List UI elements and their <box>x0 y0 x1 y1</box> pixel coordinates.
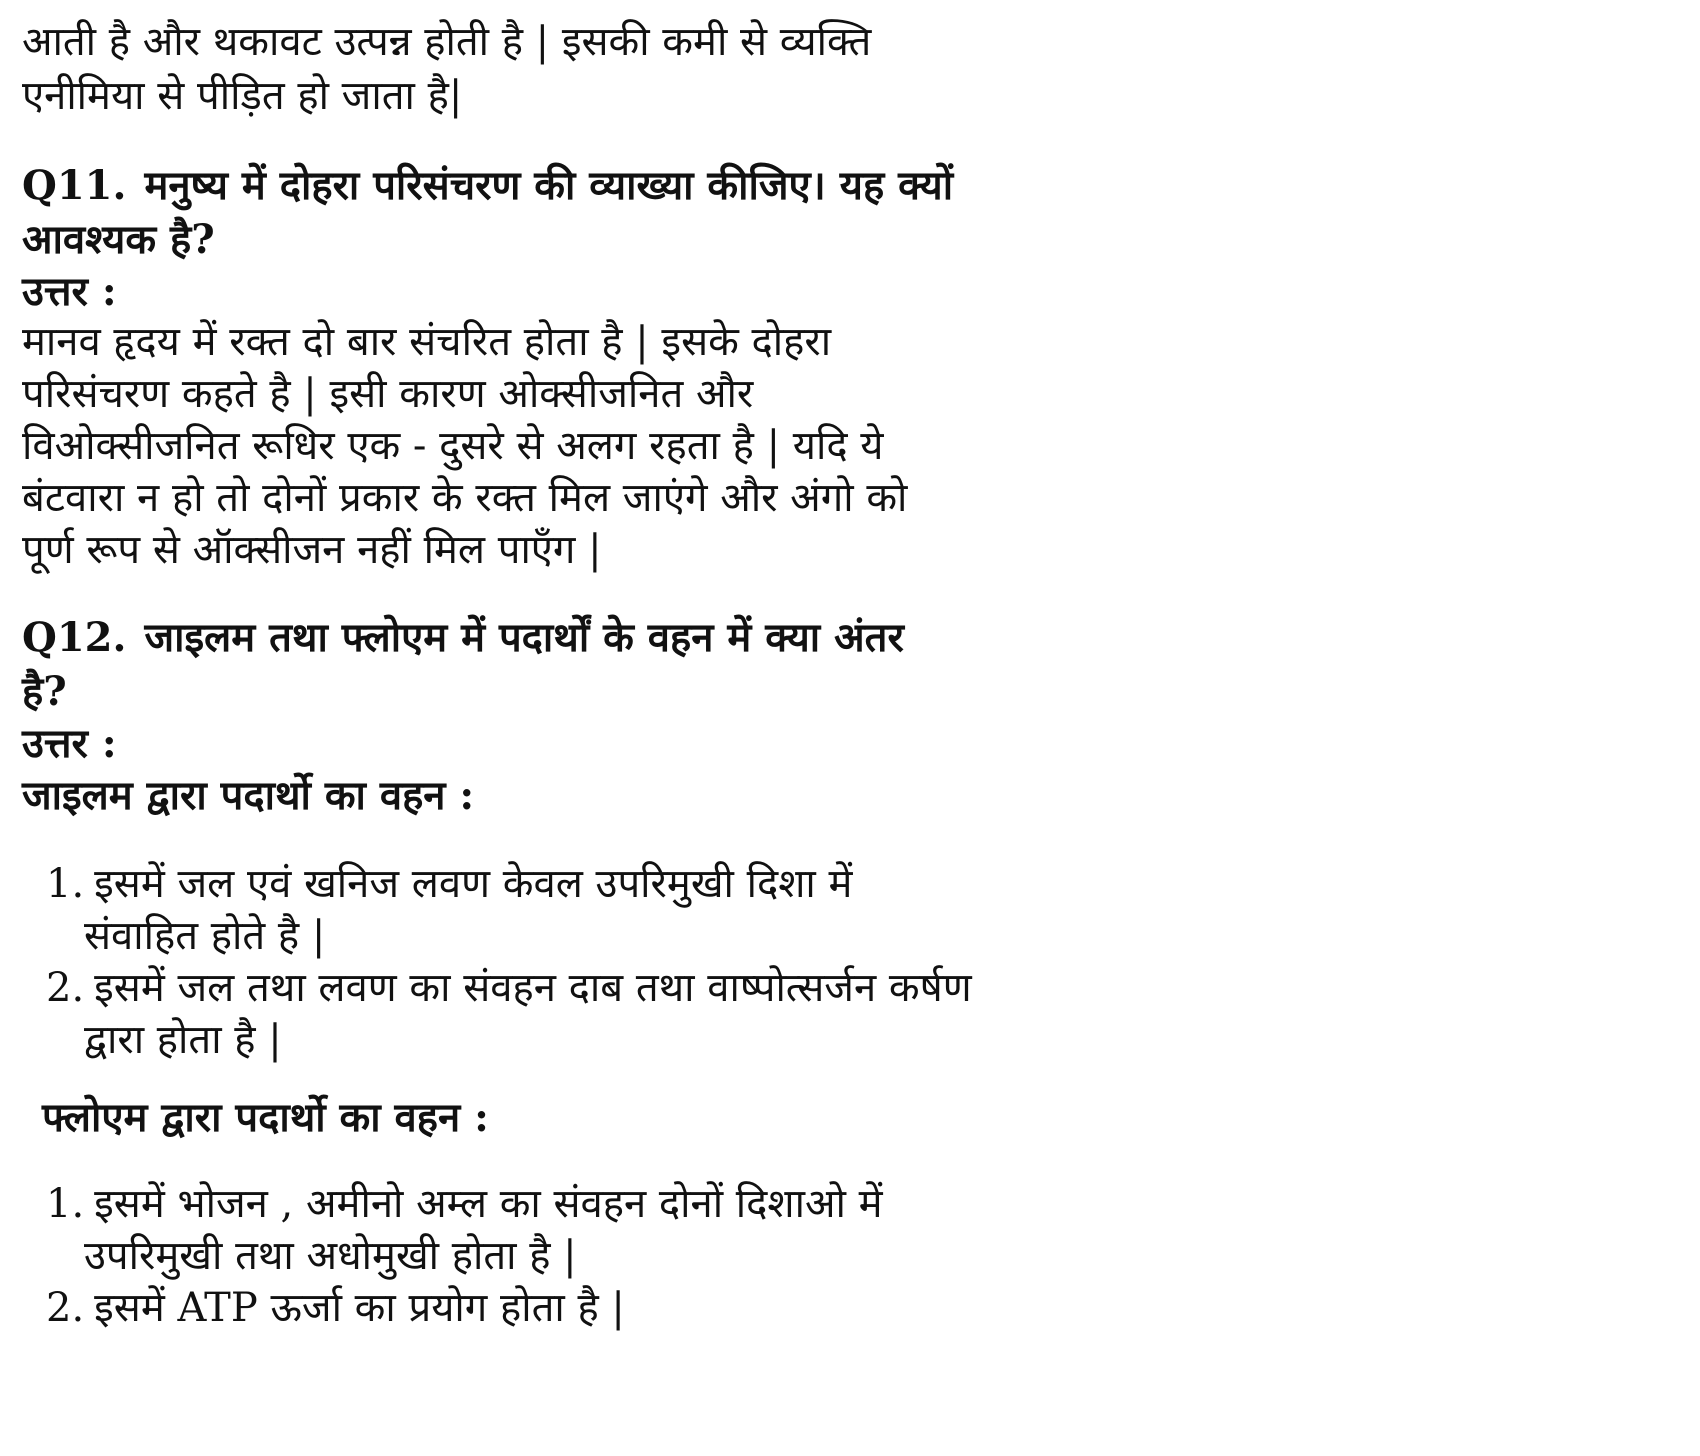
phloem-item-1-cont: उपरिमुखी तथा अधोमुखी होता है | <box>84 1233 577 1279</box>
q12-number: Q12. <box>22 614 127 661</box>
xylem-item-1 <box>46 856 852 912</box>
q11-answer-line-5: पूर्ण रूप से ऑक्सीजन नहीं मिल पाएँग | <box>22 527 602 573</box>
phloem-item-2-text: इसमें ATP ऊर्जा का प्रयोग होता है | <box>94 1285 625 1331</box>
list-number: 2. <box>46 1285 85 1331</box>
list-number: 1. <box>46 861 85 907</box>
phloem-item-1-text: इसमें भोजन , अमीनो अम्ल का संवहन दोनों दिशाओ में <box>94 1181 883 1227</box>
xylem-item-1-cont: संवाहित होते है | <box>84 913 326 959</box>
q11-question-line-2: आवश्यक है? <box>22 216 215 263</box>
xylem-item-2-cont: द्वारा होता है | <box>84 1017 282 1063</box>
phloem-heading: फ्लोएम द्वारा पदार्थो का वहन : <box>42 1094 489 1141</box>
phloem-item-1 <box>46 1176 883 1232</box>
q12-question-line-2: है? <box>22 668 67 715</box>
xylem-item-2-text: इसमें जल तथा लवण का संवहन दाब तथा वाष्पोत्सर्जन कर्षण <box>94 965 972 1011</box>
xylem-heading: जाइलम द्वारा पदार्थो का वहन : <box>22 772 475 819</box>
q11-question-line-1 <box>22 158 953 214</box>
q12-question-line-1 <box>22 610 904 666</box>
xylem-item-2 <box>46 960 972 1016</box>
intro-line-1: आती है और थकावट उत्पन्न होती है | इसकी कमी से व्यक्ति <box>22 19 872 65</box>
q11-answer-line-2: परिसंचरण कहते है | इसी कारण ओक्सीजनित और <box>22 371 754 417</box>
q12-question-text: जाइलम तथा फ्लोएम में पदार्थों के वहन में क्या अंतर <box>144 614 904 661</box>
intro-line-2: एनीमिया से पीड़ित हो जाता है| <box>22 73 463 119</box>
list-number: 1. <box>46 1181 85 1227</box>
q11-answer-line-3: विओक्सीजनित रूधिर एक - दुसरे से अलग रहता है | यदि ये <box>22 423 884 469</box>
q11-question-text: मनुष्य में दोहरा परिसंचरण की व्याख्या कीजिए। यह क्यों <box>144 162 954 209</box>
list-number: 2. <box>46 965 85 1011</box>
q11-answer-line-4: बंटवारा न हो तो दोनों प्रकार के रक्त मिल जाएंगे और अंगो को <box>22 475 908 521</box>
q11-number: Q11. <box>22 162 127 209</box>
phloem-item-2 <box>46 1280 625 1336</box>
q11-answer-label: उत्तर : <box>22 268 117 315</box>
q12-answer-label: उत्तर : <box>22 720 117 767</box>
xylem-item-1-text: इसमें जल एवं खनिज लवण केवल उपरिमुखी दिशा में <box>94 861 853 907</box>
q11-answer-line-1: मानव हृदय में रक्त दो बार संचरित होता है | इसके दोहरा <box>22 319 832 365</box>
